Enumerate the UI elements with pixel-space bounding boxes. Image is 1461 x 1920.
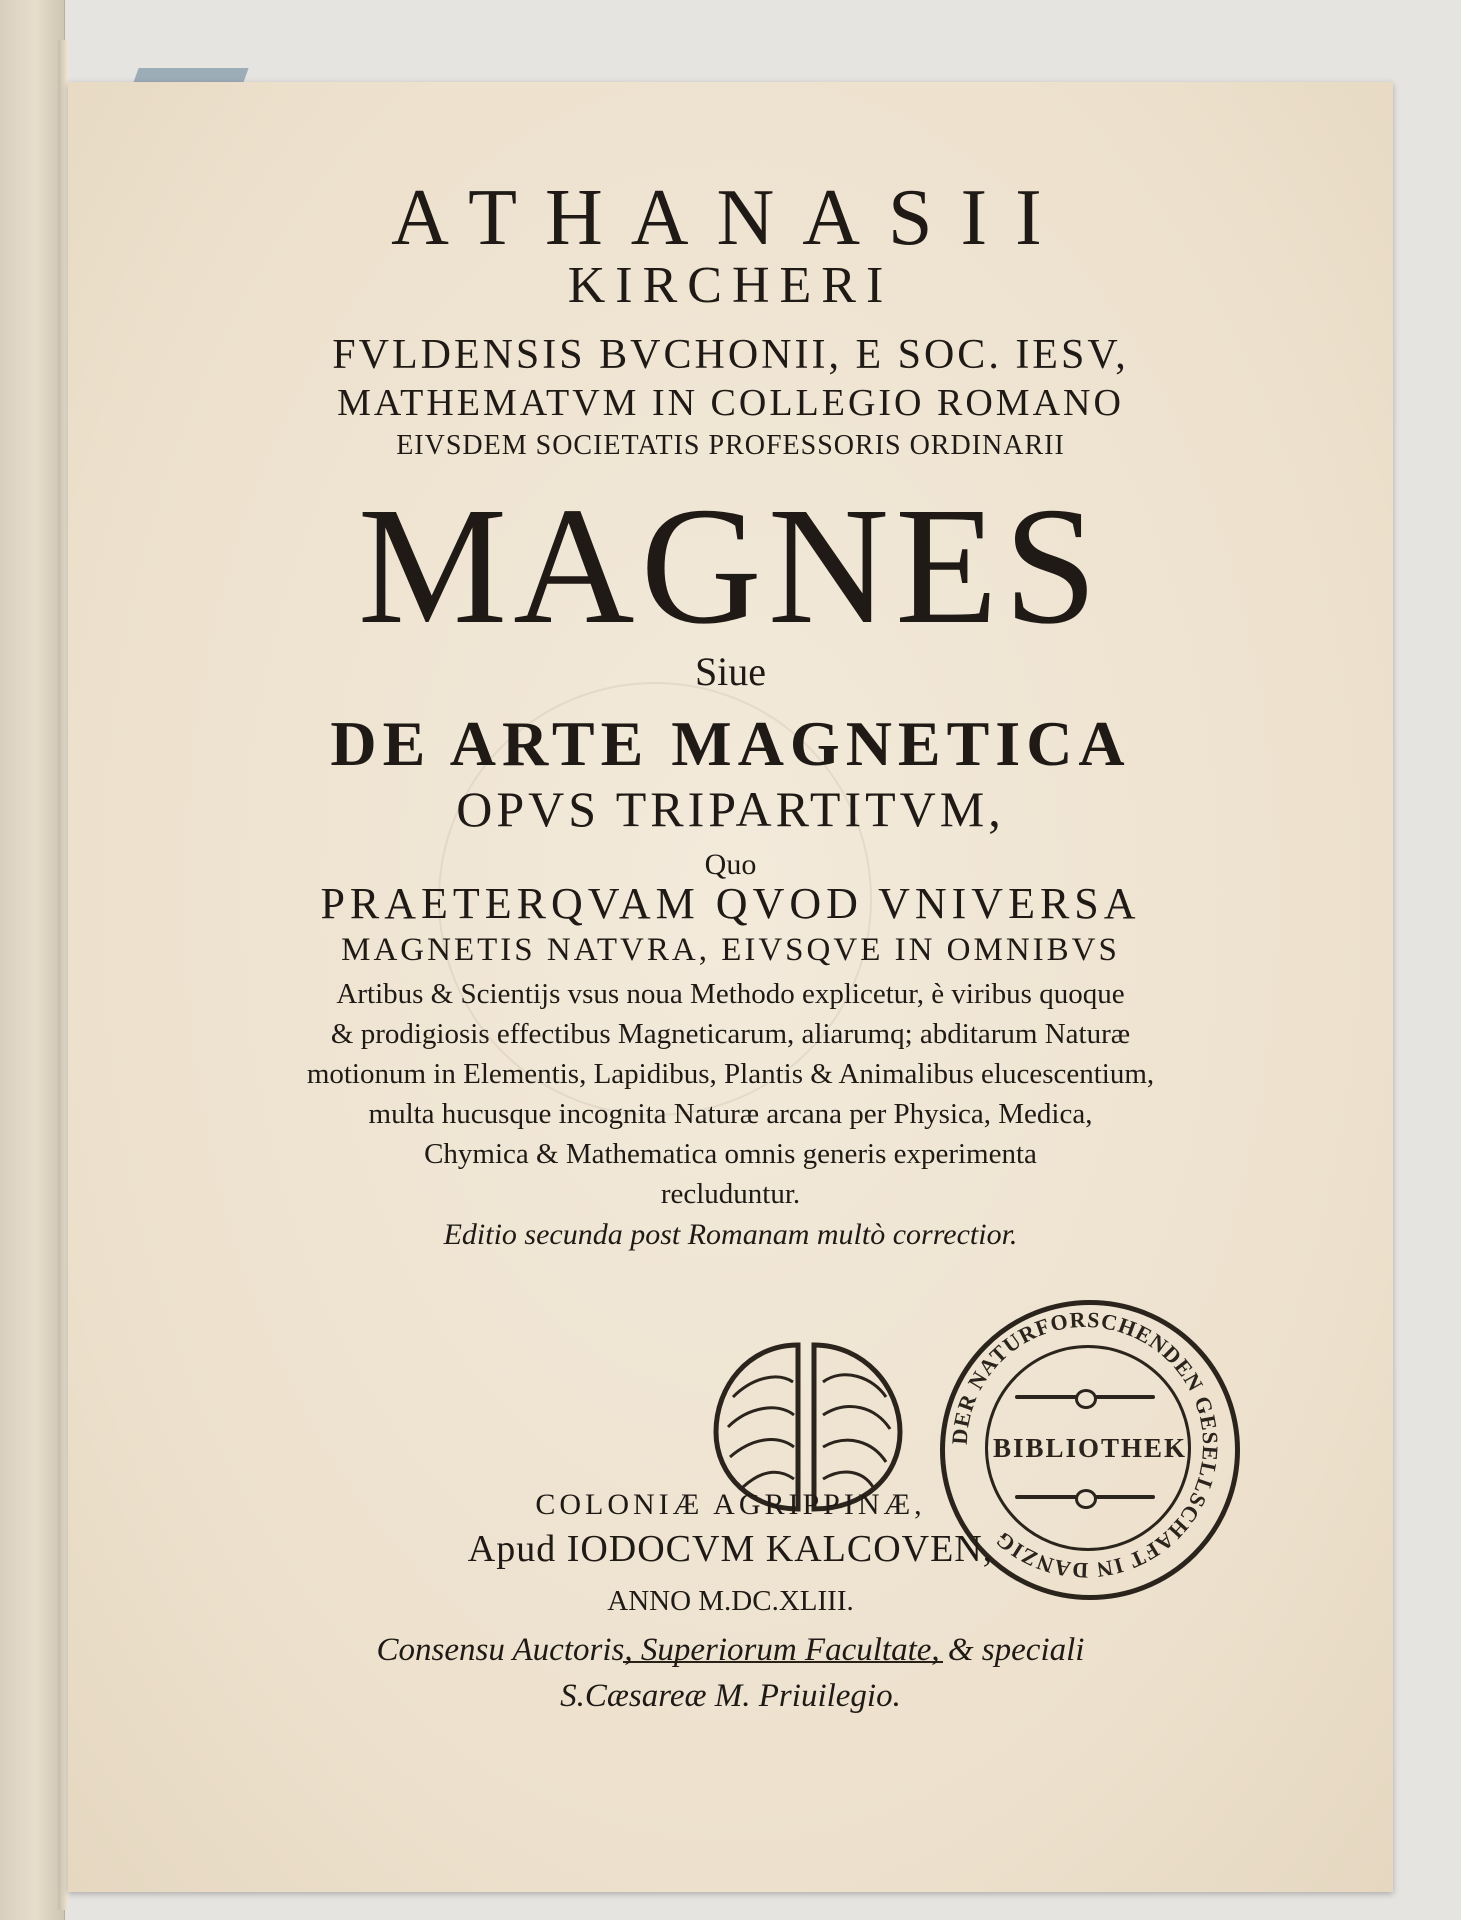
author-name-line1: ATHANASII	[391, 174, 1070, 262]
description-line2: MAGNETIS NATVRA, EIVSQVE IN OMNIBVS	[341, 932, 1120, 968]
privilege-line1: Consensu Auctoris, Superiorum Facultate, & speciali	[376, 1632, 1085, 1668]
title-page	[68, 82, 1393, 1892]
description-line1: PRAETERQVAM QVOD VNIVERSA	[320, 879, 1141, 928]
quo-connector: Quo	[704, 848, 757, 881]
edition-note: Editio secunda post Romanam multò correctior.	[443, 1218, 1018, 1251]
author-affiliation-line1: FVLDENSIS BVCHONII, E SOC. IESV,	[332, 332, 1129, 378]
imprint-printer: Apud IODOCVM KALCOVEN,	[467, 1528, 994, 1570]
book-binding	[0, 0, 65, 1920]
imprint-place: COLONIÆ AGRIPPINÆ,	[535, 1488, 926, 1521]
privilege-line2: S.Cæsareæ M. Priuilegio.	[560, 1678, 901, 1714]
siue-connector: Siue	[694, 649, 767, 694]
stamp-ring-text: DER NATURFORSCHENDEN GESELLSCHAFT IN DANZIG	[946, 1306, 1224, 1584]
imprint-year: ANNO M.DC.XLIII.	[607, 1585, 854, 1617]
subtitle-line2: OPVS TRIPARTITVM,	[456, 781, 1005, 837]
binding-edge	[58, 40, 68, 1910]
description-line8: recluduntur.	[660, 1178, 801, 1210]
description-line4: & prodigiosis effectibus Magneticarum, aliarumq; abditarum Naturæ	[330, 1018, 1131, 1050]
main-title: MAGNES	[357, 473, 1104, 659]
description-line3: Artibus & Scientijs vsus noua Methodo explicetur, è viribus quoque	[336, 978, 1125, 1010]
stamp-top-ornament	[1015, 1395, 1155, 1399]
description-line6: multa hucusque incognita Naturæ arcana per Physica, Medica,	[368, 1098, 1093, 1130]
subtitle-line1: DE ARTE MAGNETICA	[330, 708, 1131, 779]
description-line7: Chymica & Mathematica omnis generis experimenta	[424, 1138, 1037, 1170]
author-affiliation-line2: MATHEMATVM IN COLLEGIO ROMANO	[337, 382, 1124, 424]
author-affiliation-line3: EIVSDEM SOCIETATIS PROFESSORIS ORDINARII	[396, 430, 1065, 461]
author-name-line2: KIRCHERI	[567, 257, 894, 314]
description-line5: motionum in Elementis, Lapidibus, Plantis & Animalibus elucescentium,	[306, 1058, 1155, 1090]
stamp-center-text: BIBLIOTHEK	[992, 1433, 1188, 1463]
